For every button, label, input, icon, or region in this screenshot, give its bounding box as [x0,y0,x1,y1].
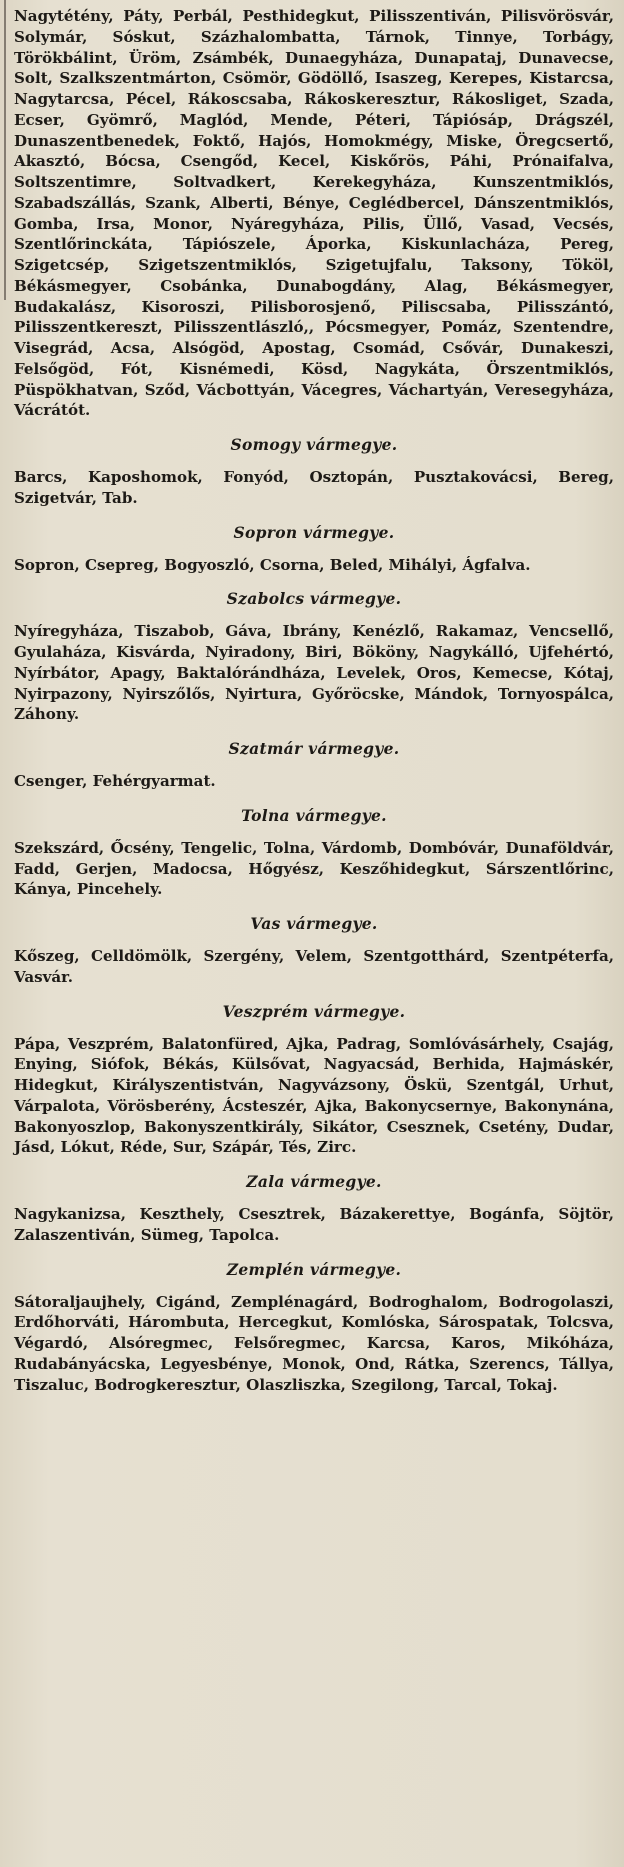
veszprem-towns-text: Pápa, Veszprém, Balatonfüred, Ajka, Padrag, Somlóvásárhely, Csajág, Enying, Siófok, Békás, Külsővat, Nagyacsád, Berhida, Hajmáskér, Hidegkut, Királyszentistván, Nagyvázsony, Öskü, Szentgál, Urhut, Várpalota, Vörösberény, Ácsteszér, Ajka, Bakonycsernye, Bakonynána, Bakonyoszlop, Bakonyszentkirály, Sikátor, Csesznek, Csetény, Dudar, Jásd, Lókut, Réde, Sur, Szápár, Tés, Zirc. [14,1034,614,1157]
veszprem-heading: Veszprém vármegye. [222,1001,406,1021]
szatmar-heading: Szatmár vármegye. [228,739,400,758]
zala-heading: Zala vármegye. [246,1172,382,1191]
szatmar-towns-text: Csenger, Fehérgyarmat. [14,772,216,790]
zemplen-towns-text: Sátoraljaujhely, Cigánd, Zemplénagárd, Bodroghalom, Bodrogolaszi, Erdőhorváti, Hárombuta, Hercegkut, Komlóska, Sárospatak, Tolcsva, Végardó, Alsóregmec, Felsőregmec, Karcsa, Karos, Mikóháza, Rudabányácska, Legyesbénye, Monok, Ond, Rátka, Szerencs, Tállya, Tiszaluc, Bodrogkeresztur, Olaszliszka, Szegilong, Tarcal, Tokaj. [14,1292,614,1394]
vas-heading: Vas vármegye. [250,914,378,933]
somogy-heading: Somogy vármegye. [230,435,398,454]
column-rule [4,0,6,300]
vas-towns-text: Kőszeg, Celldömölk, Szergény, Velem, Szentgotthárd, Szentpéterfa, Vasvár. [14,947,614,986]
tolna-towns-text: Szekszárd, Őcsény, Tengelic, Tolna, Várdomb, Dombóvár, Dunaföldvár, Fadd, Gerjen, Madocsa, Hőgyész, Keszőhidegkut, Sárszentlőrinc, Kánya, Pincehely. [14,838,614,899]
szabolcs-towns-text: Nyíregyháza, Tiszabob, Gáva, Ibrány, Kenézlő, Rakamaz, Vencsellő, Gyulaháza, Kisvárda, Nyiradony, Biri, Bököny, Nagykálló, Ujfehértó, Nyírbátor, Apagy, Baktalórándháza, Levelek, Oros, Kemecse, Kótaj, Nyirpazony, Nyirszőlős, Nyirtura, Győröcske, Mándok, Tornyospálca, Záhony. [14,622,614,724]
szabolcs-heading: Szabolcs vármegye. [226,589,402,609]
sopron-heading: Sopron vármegye. [233,522,395,542]
somogy-towns-text: Barcs, Kaposhomok, Fonyód, Osztopán, Pusztakovácsi, Bereg, Szigetvár, Tab. [14,468,614,507]
zala-towns-text: Nagykanizsa, Keszthely, Csesztrek, Bázakerettye, Bogánfa, Söjtör, Zalaszentiván, Sümeg, Tapolca. [14,1205,614,1244]
zemplen-heading: Zemplén vármegye. [226,1259,402,1279]
pest-county-towns-text: Nagytétény, Páty, Perbál, Pesthidegkut, Pilisszentiván, Pilisvörösvár, Solymár, Sóskut, Százhalombatta, Tárnok, Tinnye, Torbágy, Törökbálint, Üröm, Zsámbék, Dunaegyháza, Dunapataj, Dunavecse, Solt, Szalkszentmárton, Csömör, Gödöllő, Isaszeg, Kerepes, Kistarcsa, Nagytarcsa, Pécel, Rákoscsaba, Rákoskeresztur, Rákosliget, Szada, Ecser, Gyömrő, Maglód, Mende, Péteri, Tápiósáp, Drágszél, Dunaszentbenedek, Foktő, Hajós, Homokmégy, Miske, Öregcsertő, Akasztó, Bócsa, Csengőd, Kecel, Kiskőrös, Páhi, Prónaifalva, Soltszentimre, Soltvadkert, Kerekegyháza, Kunszentmiklós, Szabadszállás, Szank, Alberti, Bénye, Ceglédbercel, Dánszentmiklós, Gomba, Irsa, Monor, Nyáregyháza, Pilis, Üllő, Vasad, Vecsés, Szentlőrinckáta, Tápiószele, Áporka, Kiskunlacháza, Pereg, Szigetcsép, Szigetszentmiklós, Szigetujfalu, Taksony, Tököl, Békásmegyer, Csobánka, Dunabogdány, Alag, Békásmegyer, Budakalász, Kisoroszi, Pilisborosjenő, Piliscsaba, Pilisszántó, Pilisszentkereszt, Pilisszentlászló,, Pócsmegyer, Pomáz, Szentendre, Visegrád, Acsa, Alsógöd, Apostag, Csomád, Csővár, Dunakeszi, Felsőgöd, Fót, Kisnémedi, Kösd, Nagykáta, Örszentmiklós, Püspökhatvan, Sződ, Vácbottyán, Vácegres, Váchartyán, Veresegyháza, Vácrátót. [14,7,614,420]
tolna-heading: Tolna vármegye. [241,805,387,825]
sopron-towns-text: Sopron, Csepreg, Bogyoszló, Csorna, Beled, Mihályi, Ágfalva. [14,555,531,574]
